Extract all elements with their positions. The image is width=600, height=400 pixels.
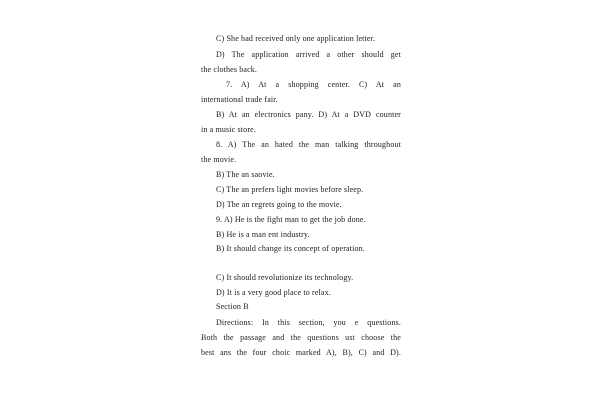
answer-option-c-letter: C) She had received only one application letter. — [216, 34, 376, 43]
directions-line-2: Both the passage and the questions ust choose the — [201, 333, 401, 342]
directions-line-3: best ans the four choic marked A), B), C) and D). — [201, 348, 401, 357]
answer-option-d-continuation: the clothes back. — [201, 65, 258, 74]
question-10-option-d: D) It is a very good place to relax. — [216, 288, 331, 297]
question-7-options-b-d: B) At an electronics pany. D) At a DVD counter — [216, 110, 401, 119]
question-8-option-a-continuation: the movie. — [201, 155, 237, 164]
question-8-option-d: D) The an regrets going to the movie. — [216, 200, 342, 209]
question-8-option-b: B) The an saovie. — [216, 170, 275, 179]
question-7-options-a-c: 7. A) At a shopping center. C) At an — [226, 80, 401, 89]
section-b-heading: Section B — [216, 302, 249, 311]
question-10-option-b: B) It should change its concept of operation. — [216, 244, 365, 253]
question-9-option-b: B) He is a man ent industry. — [216, 230, 310, 239]
answer-option-d-application: D) The application arrived a other should get — [216, 50, 401, 59]
question-8-option-a: 8. A) The an hated the man talking throughout — [216, 140, 401, 149]
question-9-option-a: 9. A) He is the fight man to get the job done. — [216, 215, 366, 224]
question-7-option-d-continuation: in a music store. — [201, 125, 256, 134]
question-8-option-c: C) The an prefers light movies before sleep. — [216, 185, 364, 194]
directions-line-1: Directions: In this section, you e questions. — [216, 318, 401, 327]
question-10-option-c: C) It should revolutionize its technology. — [216, 273, 354, 282]
question-7-option-c-continuation: international trade fair. — [201, 95, 278, 104]
